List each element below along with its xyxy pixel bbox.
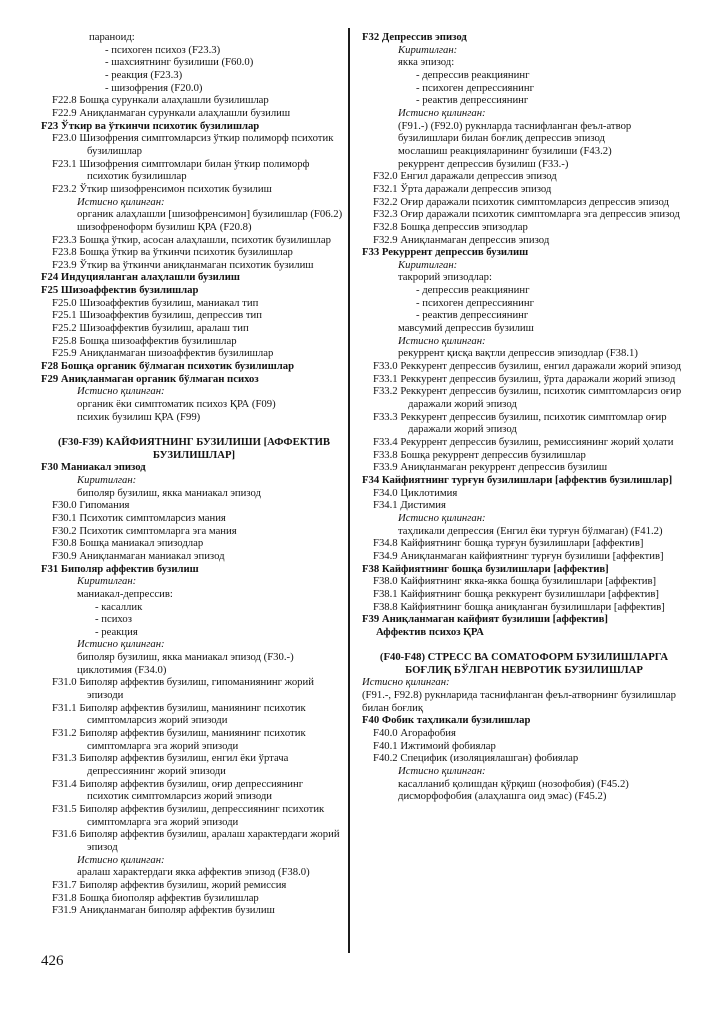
note-label: Истисно қилинган:	[398, 334, 486, 347]
note-text: биполяр бузилиш, якка маниакал эпизод (F30.-)	[77, 651, 294, 664]
code-entry: F25.2 Шизоаффектив бузилиш, аралаш тип	[52, 322, 249, 335]
page-number: 426	[41, 953, 64, 969]
dash-item: - шахсиятнинг бузилиши (F60.0)	[105, 56, 254, 69]
dash-item: - шизофрения (F20.0)	[105, 81, 203, 94]
category-header: F38 Кайфиятнинг бошқа бузилишлари [аффектив]	[362, 562, 609, 575]
bold-note: Аффектив психоз ҚРА	[376, 625, 484, 638]
code-entry: F31.4 Биполяр аффектив бузилиш, оғир депрессиянинг психотик симптомларсиз жорий эпизоди	[52, 777, 304, 803]
column-divider	[348, 28, 350, 953]
section-heading: (F40-F48) СТРЕСС ВА СОМАТОФОРМ БУЗИЛИШЛАРГА БОҒЛИҚ БЎЛГАН НЕВРОТИК БУЗИЛИШЛАР	[379, 651, 669, 676]
code-entry: F30.0 Гипомания	[52, 499, 130, 512]
dash-item: - психоз	[95, 613, 132, 626]
code-entry: F32.9 Аниқланмаган депрессив эпизод	[373, 233, 550, 246]
note-label: Киритилган:	[77, 473, 137, 486]
dash-item: - депрессив реакциянинг	[416, 284, 530, 297]
category-header: F23 Ўткир ва ўткинчи психотик бузилишлар	[41, 119, 260, 132]
code-entry: F38.1 Кайфиятнинг бошқа реккурент бузилишлари [аффектив]	[373, 587, 659, 600]
note-label: Истисно қилинган:	[77, 195, 165, 208]
code-entry: F32.1 Ўрта даражали депрессив эпизод	[373, 182, 552, 195]
dash-item: - психоген депрессиянинг	[416, 81, 534, 94]
code-entry: F40.0 Агорафобия	[373, 727, 456, 740]
code-entry: F23.2 Ўткир шизофренсимон психотик бузилиш	[52, 182, 272, 195]
code-entry: F31.3 Биполяр аффектив бузилиш, енгил ёки ўртача депрессиянинг жорий эпизоди	[52, 752, 289, 778]
note-label: Киритилган:	[77, 575, 137, 588]
code-entry: F31.8 Бошқа биополяр аффектив бузилишлар	[52, 891, 259, 904]
note-text: маниакал-депрессив:	[77, 587, 173, 600]
code-entry: F31.5 Биполяр аффектив бузилиш, депрессиянинг психотик симптомларга эга жорий эпизоди	[52, 803, 325, 828]
note-text: рекуррент депрессив бузилиш (F33.-)	[398, 157, 569, 170]
note-text: таҳликали депрессия (Енгил ёки турғун бўлмаган) (F41.2)	[398, 524, 663, 537]
code-entry: F30.1 Психотик симптомларсиз мания	[52, 511, 226, 524]
dash-item: - реактив депрессиянинг	[416, 94, 529, 107]
code-entry: F31.6 Биполяр аффектив бузилиш, аралаш характердаги жорий эпизод	[52, 828, 340, 853]
note-label: Истисно қилинган:	[398, 106, 486, 119]
blank-line	[41, 423, 347, 436]
code-entry: F31.7 Биполяр аффектив бузилиш, жорий ремиссия	[52, 878, 287, 891]
code-entry: F22.8 Бошқа сурункали алаҳлашли бузилишлар	[52, 94, 269, 107]
note-text: органик алаҳлашли [шизофренсимон] бузилишлар (F06.2)	[77, 208, 343, 221]
code-entry: F34.0 Циклотимия	[373, 486, 458, 499]
code-entry: F34.8 Кайфиятнинг бошқа турғун бузилишлари [аффектив]	[373, 537, 644, 550]
code-entry: F34.1 Дистимия	[373, 499, 446, 512]
note-text: параноид:	[89, 31, 135, 43]
code-entry: F23.9 Ўткир ва ўткинчи аниқланмаган психотик бузилиш	[52, 258, 314, 271]
code-entry: F31.9 Аниқланмаган биполяр аффектив бузилиш	[52, 904, 275, 917]
note-text: (F91.-) (F92.0) рукнларда таснифланган феъл-атвор бузилишлари билан боғлиқ депрессив эпизод	[398, 119, 632, 145]
note-label: Истисно қилинган:	[398, 511, 486, 524]
category-header: F29 Аниқланмаган органик бўлмаган психоз	[41, 372, 259, 385]
code-entry: F30.8 Бошқа маниакал эпизодлар	[52, 537, 204, 550]
note-text: касалланиб қолишдан қўрқиш (нозофобия) (F45.2)	[398, 777, 629, 790]
code-entry: F33.9 Аниқланмаган рекуррент депрессив бузилиш	[373, 461, 608, 474]
code-entry: F32.0 Енгил даражали депрессив эпизод	[373, 170, 557, 183]
code-entry: F32.2 Оғир даражали психотик симптомларсиз депрессив эпизод	[373, 195, 669, 208]
code-entry: F22.9 Аниқланмаган сурункали алаҳлашли бузилиш	[52, 106, 291, 119]
note-text: мавсумий депрессив бузилиш	[398, 322, 534, 335]
code-entry: F33.3 Реккурент депрессив бузилиш, психотик симптомлар оғир даражали жорий эпизод	[373, 410, 667, 436]
note-label: Киритилган:	[398, 258, 458, 271]
code-entry: F31.2 Биполяр аффектив бузилиш, маниянинг психотик симптомларга эга жорий эпизоди	[52, 727, 306, 752]
dash-item: - психоген депрессиянинг	[416, 296, 534, 309]
note-text: психик бузилиш ҚРА (F99)	[77, 410, 201, 423]
note-text: циклотимия (F34.0)	[77, 663, 167, 676]
category-header: F24 Индуцияланган алаҳлашли бузилиш	[41, 271, 240, 284]
dash-item: - реактив депрессиянинг	[416, 309, 529, 322]
note-text: такрорий эпизодлар:	[398, 271, 492, 284]
code-entry: F38.8 Кайфиятнинг бошқа аниқланган бузилишлари [аффектив]	[373, 600, 665, 613]
code-entry: F30.9 Аниқланмаган маниакал эпизод	[52, 549, 225, 562]
code-entry: F23.0 Шизофрения симптомларсиз ўткир полиморф психотик бузилишлар	[52, 132, 334, 157]
right-column	[362, 31, 686, 803]
code-entry: F38.0 Кайфиятнинг якка-якка бошқа бузилишлари [аффектив]	[373, 575, 657, 588]
category-header: F40 Фобик таҳликали бузилишлар	[362, 714, 531, 727]
note-label: Истисно қилинган:	[77, 853, 165, 866]
category-header: F31 Биполяр аффектив бузилиш	[41, 562, 199, 575]
code-entry: F31.0 Биполяр аффектив бузилиш, гипоманиянинг жорий эпизоди	[52, 676, 314, 702]
code-entry: F23.8 Бошқа ўткир ва ўткинчи психотик бузилишлар	[52, 246, 293, 259]
category-header: F33 Рекуррент депрессив бузилиш	[362, 246, 529, 259]
left-column	[41, 31, 347, 917]
section-heading: (F30-F39) КАЙФИЯТНИНГ БУЗИЛИШИ [АФФЕКТИВ БУЗИЛИШЛАР]	[57, 435, 331, 461]
code-entry: F25.8 Бошқа шизоаффектив бузилишлар	[52, 334, 237, 347]
note-text: (F91.-, F92.8) рукнларида таснифланган феъл-атворнинг бузилишлар билан боғлиқ	[362, 689, 676, 714]
dash-item: - психоген психоз (F23.3)	[105, 43, 221, 56]
code-entry: F33.0 Реккурент депрессив бузилиш, енгил даражали жорий эпизод	[373, 360, 682, 373]
note-text: органик ёки симптоматик психоз ҚРА (F09)	[77, 398, 276, 411]
category-header: F34 Кайфиятнинг турғун бузилишлари [аффектив бузилишлар]	[362, 473, 673, 486]
code-entry: F23.1 Шизофрения симптомлари билан ўткир полиморф психотик бузилишлар	[52, 157, 310, 183]
note-text: рекуррент қисқа вақтли депрессив эпизодлар (F38.1)	[398, 347, 638, 360]
code-entry: F33.2 Реккурент депрессив бузилиш, психотик симптомларсиз оғир даражали жорий эпизод	[373, 385, 682, 411]
code-entry: F30.2 Психотик симптомларга эга мания	[52, 524, 237, 537]
category-header: F25 Шизоаффектив бузилишлар	[41, 284, 199, 297]
code-entry: F40.1 Ижтимоий фобиялар	[373, 739, 496, 752]
note-label: Истисно қилинган:	[77, 638, 165, 651]
code-entry: F40.2 Специфик (изоляциялашган) фобиялар	[373, 752, 579, 765]
dash-item: - реакция (F23.3)	[105, 68, 183, 81]
code-entry: F32.3 Оғир даражали психотик симптомларга эга депрессив эпизод	[373, 208, 680, 221]
dash-item: - касаллик	[95, 600, 143, 613]
note-label: Истисно қилинган:	[362, 676, 450, 689]
code-entry: F32.8 Бошқа депрессив эпизодлар	[373, 220, 528, 233]
code-entry: F33.8 Бошқа рекуррент депрессив бузилишлар	[373, 448, 586, 461]
note-text: мослашиш реакцияларининг бузилиши (F43.2)	[398, 144, 612, 157]
dash-item: - депрессив реакциянинг	[416, 68, 530, 81]
code-entry: F33.1 Реккурент депрессив бузилиш, ўрта даражали жорий эпизод	[373, 372, 676, 385]
note-text: шизофреноформ бузилиш ҚРА (F20.8)	[77, 220, 252, 233]
note-label: Киритилган:	[398, 43, 458, 56]
code-entry: F25.0 Шизоаффектив бузилиш, маниакал тип	[52, 296, 259, 309]
dash-item: - реакция	[95, 625, 138, 638]
code-entry: F33.4 Рекуррент депрессив бузилиш, ремиссиянинг жорий ҳолати	[373, 436, 674, 448]
code-entry: F31.1 Биполяр аффектив бузилиш, маниянинг психотик симптомларсиз жорий эпизоди	[52, 701, 306, 727]
code-entry: F25.1 Шизоаффектив бузилиш, депрессив тип	[52, 309, 262, 322]
blank-line	[362, 639, 686, 652]
note-label: Истисно қилинган:	[77, 385, 165, 398]
note-text: якка эпизод:	[398, 56, 455, 69]
category-header: F32 Депрессив эпизод	[362, 31, 467, 43]
category-header: F30 Маниакал эпизод	[41, 461, 146, 474]
category-header: F39 Аниқланмаган кайфият бузилиши [аффектив]	[362, 613, 608, 626]
note-text: дисморфофобия (алаҳлашга оид эмас) (F45.2)	[398, 790, 607, 803]
category-header: F28 Бошқа органик бўлмаган психотик бузилишлар	[41, 360, 295, 373]
note-text: аралаш характердаги якка аффектив эпизод (F38.0)	[77, 866, 310, 879]
code-entry: F23.3 Бошқа ўткир, асосан алаҳлашли, психотик бузилишлар	[52, 233, 331, 246]
note-text: биполяр бузилиш, якка маниакал эпизод	[77, 486, 261, 499]
note-label: Истисно қилинган:	[398, 765, 486, 778]
code-entry: F25.9 Аниқланмаган шизоаффектив бузилишлар	[52, 347, 274, 360]
code-entry: F34.9 Аниқланмаган кайфиятнинг турғун бузилиши [аффектив]	[373, 549, 664, 562]
